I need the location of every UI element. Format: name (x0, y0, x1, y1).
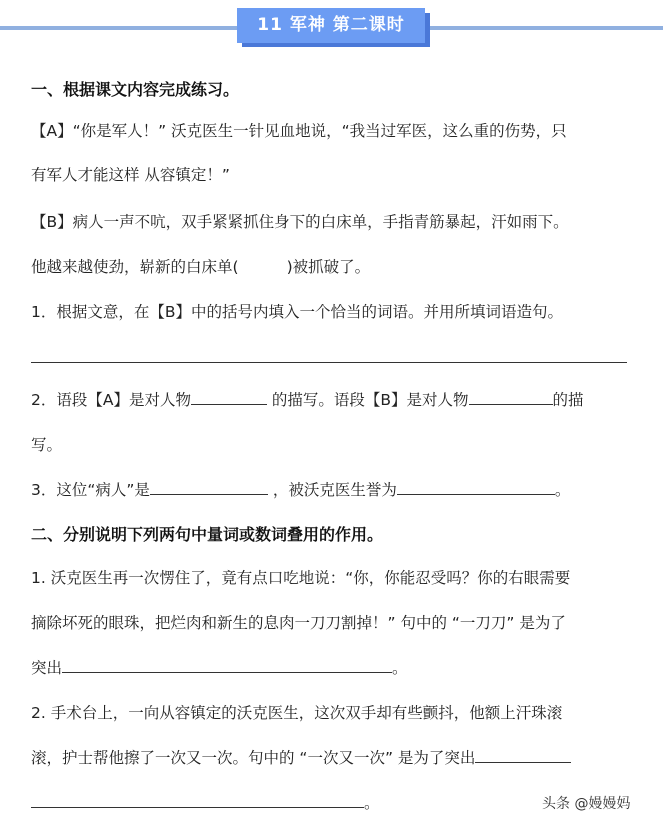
answer-blank-yicishi-part2[interactable] (31, 791, 364, 808)
passage-b-line2 (31, 255, 370, 277)
q1-line3-before: 突出 (31, 659, 63, 677)
answer-blank-yicishi-part1[interactable] (475, 746, 571, 763)
passage-b-line1: 【B】病人一声不吭，双手紧紧抓住身下的白床单，手指青筋暴起，汗如雨下。 (31, 213, 569, 231)
q3-part1: 3．这位“病人”是 (31, 481, 150, 499)
q1-line3-after: 。 (392, 659, 408, 677)
q3-part3: 。 (554, 481, 571, 499)
answer-blank-b[interactable] (469, 388, 553, 405)
answer-blank-patient[interactable] (150, 478, 268, 495)
question-1-1: 1．根据文意，在【B】中的括号内填入一个恰当的词语。并用所填词语造句。 (31, 303, 563, 321)
section2-q1-line2: 摘除坏死的眼珠，把烂肉和新生的息肉一刀刀割掉！” 句中的 “一刀刀” 是为了 (31, 614, 566, 632)
section2-q2-line3 (31, 791, 380, 813)
question-1-2-line2: 写。 (31, 436, 63, 454)
section2-q1-line1: 1. 沃克医生再一次愣住了，竟有点口吃地说：“你，你能忍受吗？你的右眼需要 (31, 569, 571, 587)
watermark: 头条 @嫚嫚妈 (542, 796, 631, 812)
answer-blank-praised-as[interactable] (397, 478, 555, 495)
answer-blank-a[interactable] (191, 388, 267, 405)
title-banner: 11 军神 第二课时 (237, 8, 425, 43)
passage-b-line2-before: 他越来越使劲，崭新的白床单( (31, 258, 239, 276)
section2-q2-line2 (31, 746, 571, 768)
q2-part1: 2．语段【A】是对人物 (31, 391, 191, 409)
section2-q1-line3 (31, 656, 408, 678)
q2-line2-text: 滚，护士帮他擦了一次又一次。句中的 “一次又一次” 是为了突出 (31, 749, 476, 767)
section2-heading: 二、分别说明下列两句中量词或数词叠用的作用。 (31, 525, 384, 544)
q2-part2: 的描写。语段【B】是对人物 (266, 391, 469, 409)
question-1-3 (31, 478, 570, 500)
section1-heading: 一、根据课文内容完成练习。 (31, 80, 240, 99)
answer-blank-yidaodao[interactable] (62, 656, 392, 673)
passage-a-line2: 有军人才能这样 从容镇定！” (31, 166, 230, 184)
passage-a-line1: 【A】“你是军人！” 沃克医生一针见血地说，“我当过军医，这么重的伤势，只 (31, 122, 567, 140)
q3-part2: ，被沃克医生誉为 (267, 481, 397, 499)
section2-q2-line1: 2. 手术台上，一向从容镇定的沃克医生，这次双手却有些颤抖，他额上汗珠滚 (31, 704, 563, 722)
question-1-2-line1 (31, 388, 584, 410)
answer-line-sentence[interactable] (31, 362, 627, 363)
q2-part3: 的描 (552, 391, 584, 409)
q2-line3-after: 。 (364, 794, 380, 812)
passage-b-line2-after: )被抓破了。 (286, 258, 371, 276)
